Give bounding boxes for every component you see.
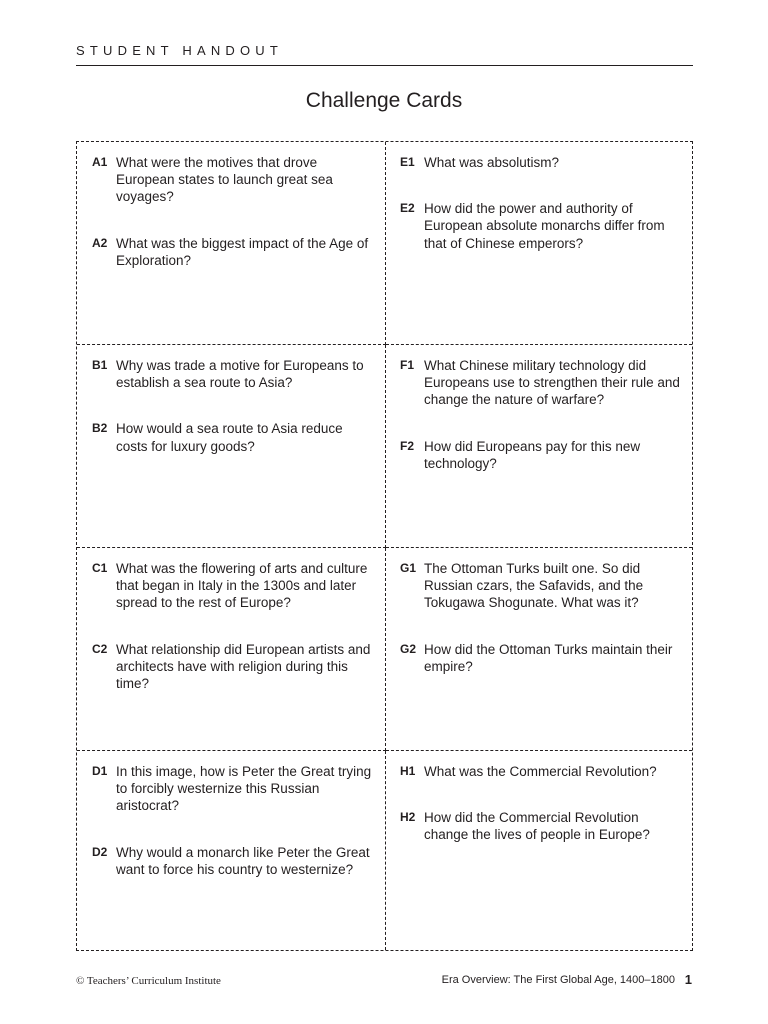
question-f1	[400, 357, 682, 409]
question-number: C1	[92, 561, 108, 575]
question-number: E1	[400, 155, 415, 169]
question-text: What was absolutism?	[424, 155, 560, 170]
question-h2	[400, 809, 682, 843]
question-number: H2	[400, 810, 416, 825]
challenge-card-e	[386, 142, 692, 345]
question-number: G2	[400, 641, 417, 656]
question-number: E2	[400, 201, 415, 216]
question-text: What Chinese military technology did Europeans use to strengthen their rule and change the nature of warfare?	[424, 358, 680, 408]
question-text: The Ottoman Turks built one. So did Russian czars, the Safavids, and the Tokugawa Shogunate. What was it?	[424, 561, 644, 611]
question-number: G1	[400, 561, 417, 575]
question-number: C2	[92, 641, 108, 656]
question-c1	[92, 560, 375, 612]
question-g1	[400, 560, 682, 612]
question-d1	[92, 763, 375, 815]
question-h1	[400, 763, 682, 780]
question-text: What was the flowering of arts and culture that began in Italy in the 1300s and later spread to the rest of Europe?	[116, 561, 368, 611]
question-number: D1	[92, 764, 108, 778]
question-e1	[400, 154, 682, 171]
page-title: Challenge Cards	[305, 89, 463, 112]
question-text: What was the Commercial Revolution?	[424, 764, 657, 779]
question-number: A1	[92, 155, 108, 169]
page-number: 1	[684, 972, 692, 987]
footer-course-title: Era Overview: The First Global Age, 1400–1800	[441, 974, 675, 986]
question-a1	[92, 154, 375, 206]
challenge-card-f	[386, 345, 692, 548]
challenge-card-a	[77, 142, 386, 345]
question-number: B1	[92, 358, 108, 372]
question-d2	[92, 844, 375, 878]
question-b2	[92, 420, 375, 454]
question-a2	[92, 235, 375, 269]
question-text: Why would a monarch like Peter the Great want to force his country to westernize?	[116, 844, 370, 877]
challenge-card-g	[386, 548, 692, 751]
question-text: What relationship did European artists and architects have with religion during this time?	[116, 641, 371, 692]
handout-label: STUDENT HANDOUT	[76, 43, 284, 58]
challenge-card-d	[77, 751, 386, 950]
question-text: How did the Ottoman Turks maintain their empire?	[424, 641, 673, 674]
question-text: How would a sea route to Asia reduce costs for luxury goods?	[116, 421, 343, 454]
question-c2	[92, 641, 375, 693]
question-number: H1	[400, 764, 416, 778]
header-divider	[76, 65, 693, 66]
question-text: In this image, how is Peter the Great trying to forcibly westernize this Russian aristocrat?	[116, 764, 372, 814]
question-number: D2	[92, 844, 108, 859]
challenge-card-b	[77, 345, 386, 548]
question-f2	[400, 438, 682, 472]
question-text: What were the motives that drove European states to launch great sea voyages?	[116, 155, 333, 205]
question-text: What was the biggest impact of the Age of Exploration?	[116, 235, 369, 268]
question-e2	[400, 200, 682, 252]
challenge-card-grid	[76, 141, 693, 951]
challenge-card-h	[386, 751, 692, 950]
question-number: F1	[400, 358, 415, 372]
question-number: F2	[400, 438, 415, 453]
question-text: Why was trade a motive for Europeans to establish a sea route to Asia?	[116, 358, 364, 391]
question-number: A2	[92, 235, 108, 250]
challenge-card-c	[77, 548, 386, 751]
question-text: How did the power and authority of European absolute monarchs differ from that of Chinese emperors?	[424, 201, 665, 251]
question-number: B2	[92, 421, 108, 436]
question-g2	[400, 641, 682, 675]
question-text: How did Europeans pay for this new technology?	[424, 438, 641, 471]
question-text: How did the Commercial Revolution change the lives of people in Europe?	[424, 810, 650, 843]
footer-copyright: © Teachers’ Curriculum Institute	[76, 975, 221, 987]
question-b1	[92, 357, 375, 391]
